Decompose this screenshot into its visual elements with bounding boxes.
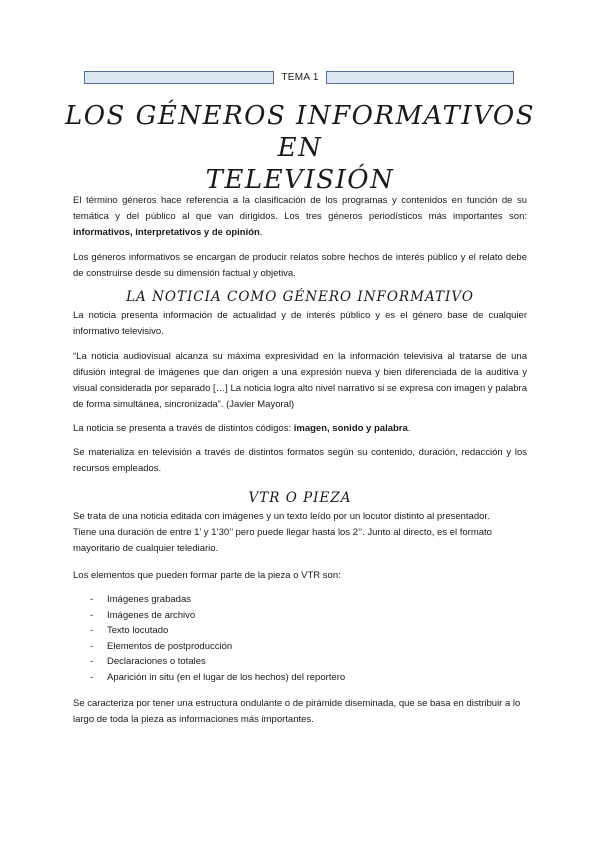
bullet-dash: - [90, 625, 94, 637]
list-item-text: Imágenes grabadas [107, 594, 191, 605]
list-item-text: Elementos de postproducción [107, 640, 233, 652]
noticia-paragraph-formats: Se materializa en televisión a través de distintos formatos según su contenido, duración, redacción y los recursos empleados. [73, 447, 527, 474]
list-item-text: Texto locutado [107, 625, 169, 637]
list-item-text: Imágenes de archivo [107, 609, 196, 621]
vtr-list-intro: Los elementos que pueden formar parte de la pieza o VTR son: [73, 570, 341, 581]
list-item [73, 639, 527, 655]
codes-end: . [407, 423, 411, 434]
header-rule-right [326, 71, 514, 84]
section-heading-vtr: VTR O PIEZA [248, 490, 352, 506]
codes-text: La noticia se presenta a través de distintos códigos: [73, 423, 294, 434]
document-title [60, 100, 540, 196]
vtr-paragraph-1: Se trata de una noticia editada con imágenes y un texto leído por un locutor distinto al presentador. [73, 511, 490, 522]
list-item [73, 670, 527, 686]
intro-paragraph-2: Los géneros informativos se encargan de producir relatos sobre hechos de interés público y el relato debe de construirse desde su dimensión factual y objetiva. [73, 252, 527, 279]
section-heading-noticia: LA NOTICIA COMO GÉNERO INFORMATIVO [126, 289, 474, 305]
list-item-text: Declaraciones o totales [107, 656, 206, 668]
noticia-paragraph-codes [73, 421, 527, 437]
title-line-2: TELEVISIÓN [205, 165, 395, 195]
intro-text: El término géneros hace referencia a la clasificación de los programas y contenidos en función de su temática y del público al que van dirigidos. Los tres géneros periodísticos más importantes son: [73, 195, 527, 222]
list-item [73, 592, 527, 608]
intro-bold: informativos, interpretativos y de opinión [73, 227, 260, 238]
topic-label: TEMA 1 [281, 72, 319, 83]
title-line-1: LOS GÉNEROS INFORMATIVOS EN [64, 101, 536, 163]
list-item [73, 608, 527, 624]
noticia-paragraph-1: La noticia presenta información de actualidad y de interés público y es el género base de cualquier informativo televisivo. [73, 310, 527, 337]
bullet-dash: - [90, 594, 94, 605]
bullet-dash: - [90, 671, 94, 683]
vtr-closing-paragraph: Se caracteriza por tener una estructura ondulante o de pirámide diseminada, que se basa en distribuir a lo largo de toda la pieza as informaciones más importantes. [73, 697, 521, 725]
topic-header [84, 71, 514, 85]
codes-bold: imagen, sonido y palabra [293, 423, 408, 434]
intro-paragraph-1 [73, 193, 527, 241]
list-item-text: Aparición in situ (en el lugar de los hechos) del reportero [107, 671, 346, 683]
vtr-elements-list [73, 592, 527, 686]
bullet-dash: - [90, 640, 94, 652]
noticia-quote: “La noticia audiovisual alcanza su máxima expresividad en la información televisiva al tratarse de una difusión integral de imágenes que dan origen a una expresión nueva y bien diferenciada de la auditiva y visual considerada por separado […] La noticia logra alto nivel narrativo si se expresa con imagen y palabra de forma simultánea, sincronizada”. (Javier Mayoral) [73, 351, 527, 410]
document-body [73, 193, 527, 728]
header-rule-left [84, 71, 274, 84]
bullet-dash: - [90, 609, 94, 621]
list-item [73, 654, 527, 670]
list-item [73, 623, 527, 639]
vtr-paragraph-2: Tiene una duración de entre 1’ y 1’30’’ pero puede llegar hasta los 2’’. Junto al directo, es el formato mayoritario de cualquier telediario. [73, 527, 492, 554]
bullet-dash: - [90, 656, 94, 668]
intro-end: . [259, 227, 263, 238]
